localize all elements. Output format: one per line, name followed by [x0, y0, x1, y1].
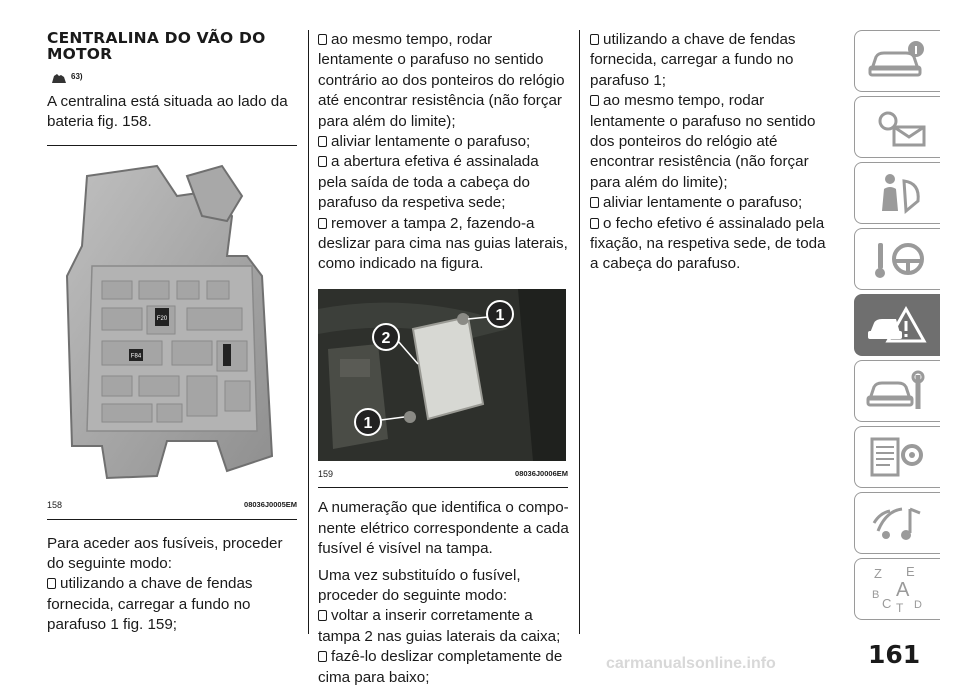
fuse-label-f84: F84: [130, 353, 142, 360]
tab-technical-data[interactable]: [854, 426, 940, 488]
multimedia-note-icon: [866, 501, 930, 545]
figure-number: 158: [47, 500, 63, 511]
checkbox-bullet-icon: [318, 610, 327, 621]
checkbox-bullet-icon: [318, 156, 327, 167]
column-1: [47, 30, 297, 636]
bullet-item: ao mesmo tempo, rodar lentamente o parafuso no sentido dos ponteiros do relógio até encontrar resistência (não forçar para além do limite);: [590, 92, 816, 191]
alphabet-index-icon: [866, 564, 930, 614]
figure-158-caption: [47, 492, 297, 519]
svg-text:E: E: [905, 564, 915, 579]
tab-multimedia[interactable]: [854, 492, 940, 554]
warning-hand-icon: [51, 70, 67, 84]
figure-number: 159: [318, 468, 334, 479]
tab-lights-messages[interactable]: [854, 96, 940, 158]
checkbox-bullet-icon: [318, 34, 327, 45]
checkbox-bullet-icon: [590, 218, 599, 229]
column-3: [590, 30, 835, 275]
engine-bay-photo: [318, 289, 566, 461]
tab-starting-driving[interactable]: [854, 228, 940, 290]
warning-light-icon: [866, 105, 930, 149]
figure-code: 08036J0006EM: [515, 468, 568, 478]
fuse-box-photo: [318, 289, 566, 461]
svg-text:C: C: [881, 596, 891, 611]
after-replacement-text: Uma vez substituído o fusível, proceder do seguinte modo:: [318, 566, 521, 604]
callout-1-top: 1: [495, 306, 505, 324]
callout-2: 2: [381, 329, 391, 347]
watermark-footer: carmanualsonline.info: [606, 655, 776, 672]
bullet-item: fazê-lo deslizar completamente de cima para baixo;: [318, 648, 563, 686]
bullet-item: aliviar lentamente o parafuso;: [590, 193, 835, 213]
figure-159-caption: [318, 461, 568, 488]
page-number: 161: [868, 640, 921, 669]
column-2: [318, 30, 570, 688]
tab-safety[interactable]: [854, 162, 940, 224]
tab-emergency[interactable]: [854, 294, 940, 356]
steering-wheel-icon: [866, 237, 930, 281]
car-info-icon: [866, 39, 930, 83]
bullet-item: ao mesmo tempo, rodar lentamente o parafuso no sentido contrário ao dos ponteiros do relógio até encontrar resistência (não forçar para além do limite);: [318, 31, 565, 130]
svg-text:T: T: [895, 601, 903, 614]
svg-text:B: B: [871, 589, 879, 601]
svg-text:D: D: [913, 599, 922, 611]
numbering-text: A numeração que identifica o compo-nente elétrico correspondente a cada fusível é visível na tampa.: [318, 499, 569, 558]
fuse-label-f20: F20: [156, 315, 168, 322]
figure-code: 08036J0005EM: [244, 500, 297, 510]
instruction-text: Para aceder aos fusíveis, proceder do seguinte modo:: [47, 534, 283, 573]
figure-158: [47, 156, 297, 520]
checkbox-bullet-icon: [590, 197, 599, 208]
checkbox-bullet-icon: [318, 136, 327, 147]
tab-index[interactable]: [854, 558, 940, 620]
bullet-item: utilizando a chave de fendas fornecida, carregar a fundo no parafuso 1;: [590, 31, 796, 89]
bullet-item: remover a tampa 2, fazendo-a deslizar para cima nas guias laterais, como indicado na figura.: [318, 214, 568, 273]
bullet-item: voltar a inserir corretamente a tampa 2 nas guias laterais da caixa;: [318, 607, 561, 645]
callout-1-bottom: 1: [363, 414, 373, 432]
car-wrench-icon: [866, 369, 930, 413]
bullet-item: a abertura efetiva é assinalada pela saída de toda a cabeça do parafuso da respetiva sede;: [318, 153, 539, 212]
fuse-box-illustration: [47, 156, 297, 486]
checkbox-bullet-icon: [590, 34, 599, 45]
intro-text: A centralina está situada ao lado da bateria fig. 158.: [47, 93, 288, 131]
chapter-tabs: [854, 30, 940, 624]
emergency-car-icon: [866, 303, 930, 347]
seat-belt-airbag-icon: [866, 171, 930, 215]
bullet-item: aliviar lentamente o parafuso;: [318, 132, 570, 152]
specs-gear-icon: [866, 435, 930, 479]
section-heading: CENTRALINA DO VÃO DO MOTOR: [47, 29, 266, 63]
svg-text:Z: Z: [873, 566, 882, 581]
warning-ref: 63): [51, 68, 297, 86]
figure-159: [318, 289, 568, 488]
column-divider: [308, 30, 309, 634]
bullet-item: utilizando a chave de fendas fornecida, carregar a fundo no parafuso 1 fig. 159;: [47, 575, 253, 634]
tab-car-info[interactable]: [854, 30, 940, 92]
bullet-item: o fecho efetivo é assinalado pela fixação, na respetiva sede, de toda a cabeça do parafuso.: [590, 214, 826, 273]
checkbox-bullet-icon: [47, 578, 56, 589]
column-divider: [579, 30, 580, 634]
tab-maintenance[interactable]: [854, 360, 940, 422]
svg-text:A: A: [895, 579, 909, 601]
checkbox-bullet-icon: [318, 218, 327, 229]
checkbox-bullet-icon: [590, 95, 599, 106]
divider: [47, 145, 297, 146]
checkbox-bullet-icon: [318, 651, 327, 662]
